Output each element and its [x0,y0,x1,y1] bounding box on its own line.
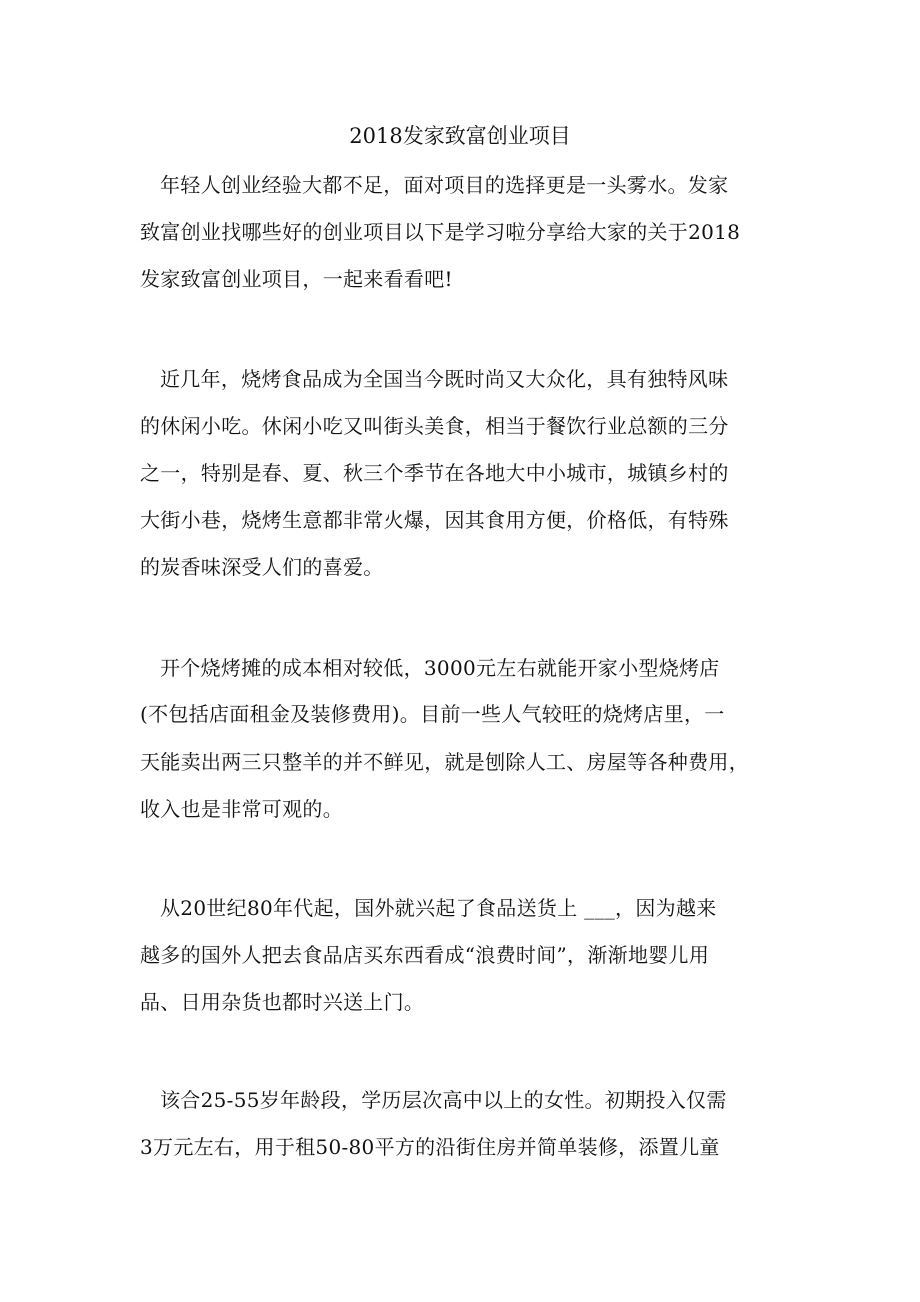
text-line: 近几年，烧烤食品成为全国当今既时尚又大众化，具有独特风味 [160,367,729,391]
text-line: 开个烧烤摊的成本相对较低，3000元左右就能开家小型烧烤店 [160,656,720,680]
text-line: 越多的国外人把去食品店买东西看成“浪费时间”，渐渐地婴儿用 [140,943,710,967]
text-line: 品、日用杂货也都时兴送上门。 [140,990,425,1014]
text-line: 3万元左右，用于租50-80平方的沿街住房并简单装修，添置儿童 [140,1135,720,1159]
text-line: 天能卖出两三只整羊的并不鲜见，就是刨除人工、房屋等各种费用， [140,750,749,774]
text-line: 之一，特别是春、夏、秋三个季节在各地大中小城市，城镇乡村的 [140,461,729,485]
document-title: 2018发家致富创业项目 [349,124,571,148]
text-line: 年轻人创业经验大都不足，面对项目的选择更是一头雾水。发家 [160,173,729,197]
text-line: 该合25-55岁年龄段，学历层次高中以上的女性。初期投入仅需 [160,1088,727,1112]
text-line: 发家致富创业项目，一起来看看吧! [140,267,453,291]
text-line: 的休闲小吃。休闲小吃又叫街头美食，相当于餐饮行业总额的三分 [140,414,729,438]
text-line: (不包括店面租金及装修费用)。目前一些人气较旺的烧烤店里，一 [140,702,725,726]
text-line: 从20世纪80年代起，国外就兴起了食品送货上 ___，因为越来 [160,896,717,920]
text-line: 大街小巷，烧烤生意都非常火爆，因其食用方便，价格低，有特殊 [140,508,729,532]
text-line: 的炭香味深受人们的喜爱。 [140,555,384,579]
text-line: 收入也是非常可观的。 [140,797,343,821]
text-line: 致富创业找哪些好的创业项目以下是学习啦分享给大家的关于2018 [140,220,741,244]
